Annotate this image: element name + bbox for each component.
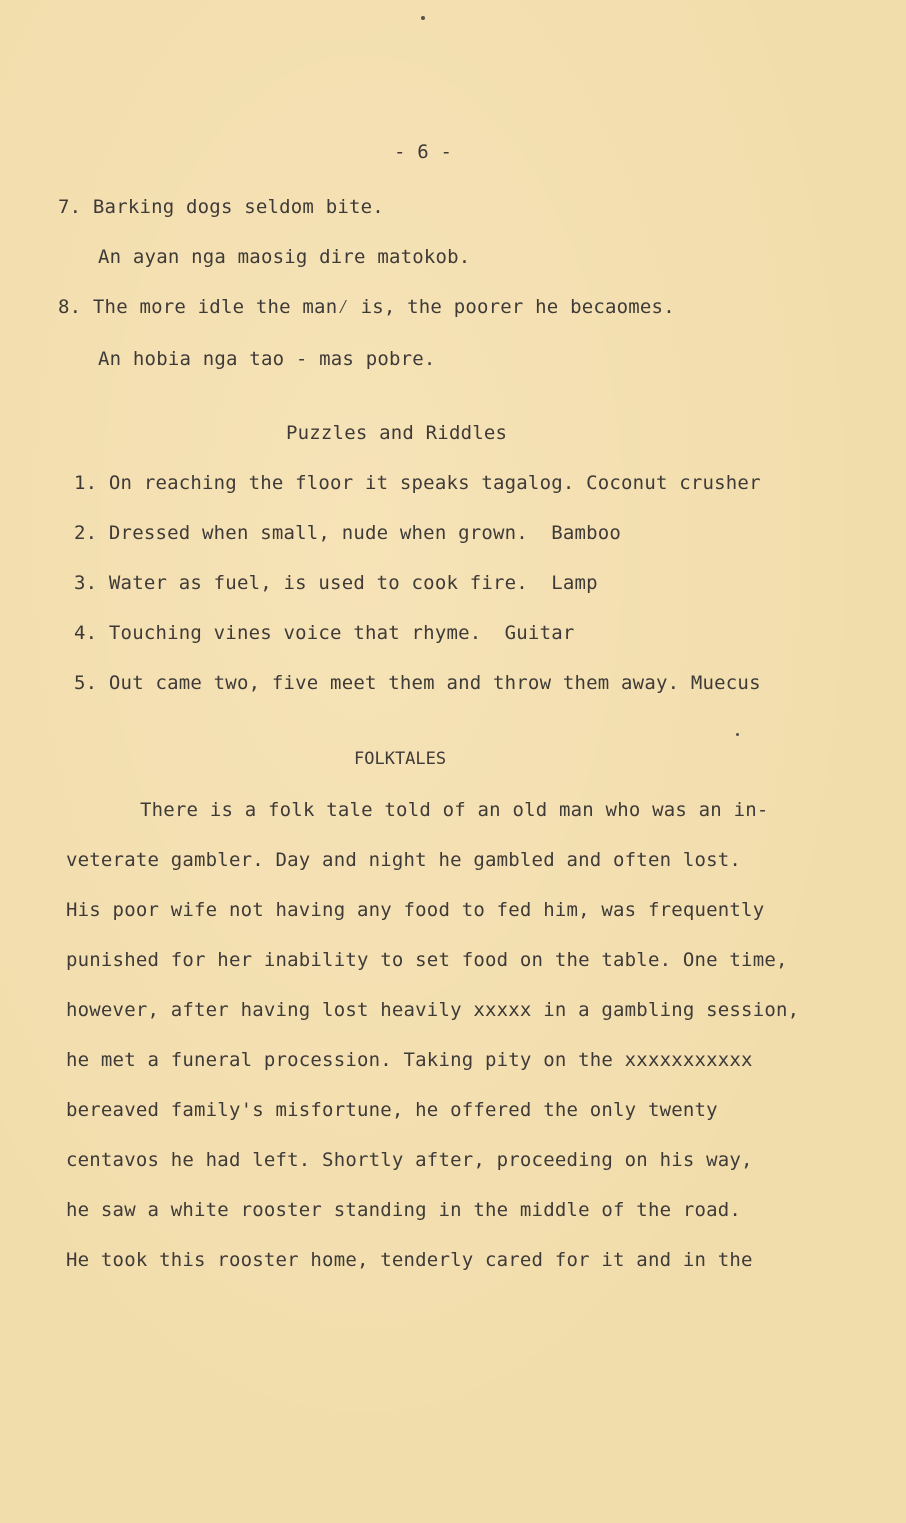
riddle-number: 3.: [74, 572, 98, 594]
folktale-line: centavos he had left. Shortly after, proceeding on his way,: [66, 1149, 753, 1171]
folktale-line: He took this rooster home, tenderly cared for it and in the: [66, 1249, 753, 1271]
riddle-item: [74, 624, 575, 643]
riddle-answer: Bamboo: [551, 522, 622, 544]
riddle-number: 4.: [74, 622, 98, 644]
folktale-line: His poor wife not having any food to fed him, was frequently: [66, 899, 765, 921]
riddle-item: [74, 474, 761, 493]
riddle-number: 5.: [74, 672, 98, 694]
folktale-line: however, after having lost heavily xxxxx in a gambling session,: [66, 999, 800, 1021]
riddle-item: [74, 574, 598, 593]
folktale-line: he met a funeral procession. Taking pity on the xxxxxxxxxxx: [66, 1049, 753, 1071]
riddle-answer: Guitar: [504, 622, 575, 644]
riddles-heading: Puzzles and Riddles: [286, 422, 508, 444]
folktale-line: he saw a white rooster standing in the middle of the road.: [66, 1199, 742, 1221]
riddle-item: [74, 524, 621, 543]
riddle-text: Out came two, five meet them and throw them away.: [108, 672, 680, 694]
riddle-text: On reaching the floor it speaks tagalog.: [108, 472, 575, 494]
riddle-text: Dressed when small, nude when grown.: [108, 522, 528, 544]
riddle-item: [74, 674, 761, 693]
proverb-7-english: [58, 198, 384, 217]
paper-speck: [736, 733, 739, 736]
folktale-line: bereaved family's misfortune, he offered the only twenty: [66, 1099, 718, 1121]
riddle-answer: Muecus: [690, 672, 761, 694]
folktale-line: veterate gambler. Day and night he gambled and often lost.: [66, 849, 742, 871]
page-number: - 6 -: [394, 141, 453, 163]
proverb-8-english: [58, 298, 675, 317]
proverb-8-translation: An hobia nga tao - mas pobre.: [98, 348, 436, 370]
riddle-number: 2.: [74, 522, 98, 544]
proverb-text: The more idle the man⁄ is, the poorer he becaomes.: [92, 296, 675, 318]
riddle-answer: Coconut crusher: [586, 472, 761, 494]
proverb-number: 8.: [58, 296, 82, 318]
proverb-number: 7.: [58, 196, 82, 218]
riddle-number: 1.: [74, 472, 98, 494]
folktales-heading: FOLKTALES: [354, 749, 447, 769]
paper-speck: [421, 16, 425, 20]
folktale-line: punished for her inability to set food on the table. One time,: [66, 949, 788, 971]
proverb-7-translation: An ayan nga maosig dire matokob.: [98, 246, 471, 268]
folktale-line: There is a folk tale told of an old man who was an in-: [140, 799, 769, 821]
riddle-text: Touching vines voice that rhyme.: [108, 622, 482, 644]
riddle-answer: Lamp: [551, 572, 598, 594]
proverb-text: Barking dogs seldom bite.: [92, 196, 384, 218]
riddle-text: Water as fuel, is used to cook fire.: [108, 572, 528, 594]
